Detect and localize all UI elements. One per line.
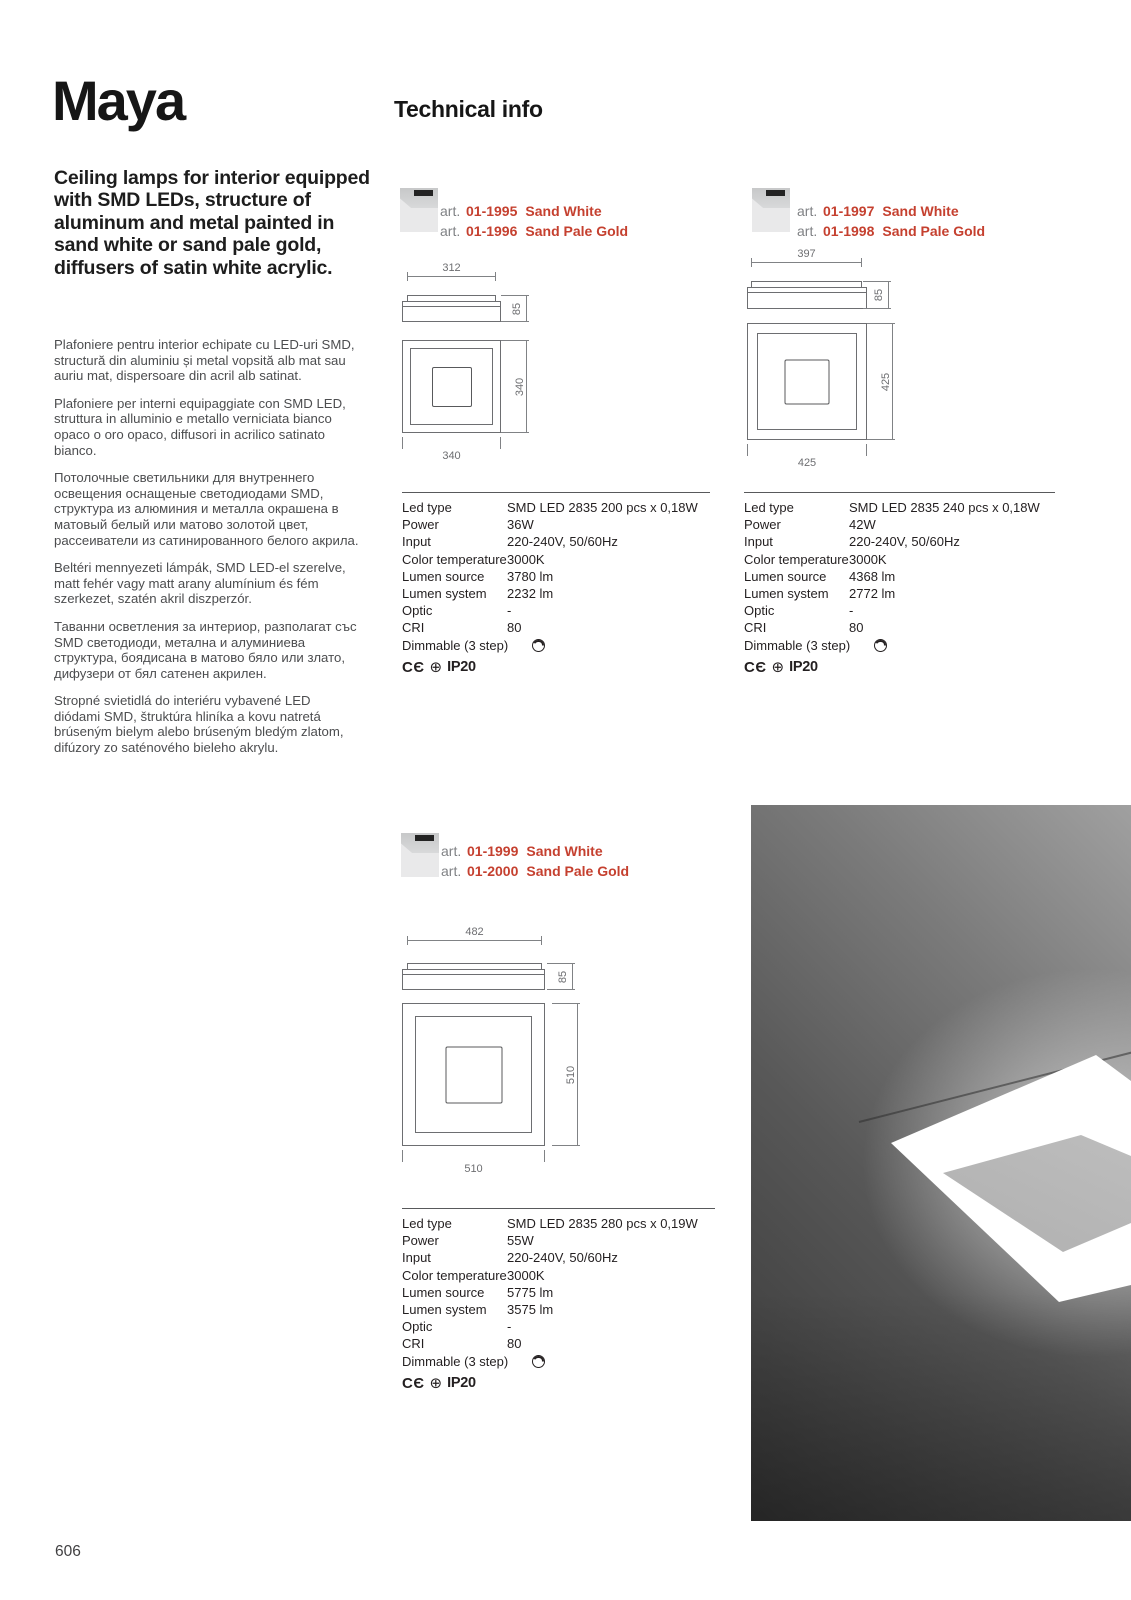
ce-mark-icon: CЄ xyxy=(402,1374,425,1392)
table-rule xyxy=(402,492,710,493)
article-code: 01-1999 xyxy=(467,843,519,859)
spec-row: CRI 80 xyxy=(744,620,864,636)
spec-row: Color temperature 3000K xyxy=(744,551,887,567)
article-row xyxy=(441,863,629,879)
ip-rating: IP20 xyxy=(447,1375,476,1392)
article-code: 01-1998 xyxy=(823,223,875,239)
protection-class-icon: ⊕ xyxy=(429,1374,443,1392)
page-number: 606 xyxy=(55,1543,81,1560)
lamp-slot-mark xyxy=(414,190,434,196)
art-label: art. xyxy=(441,863,462,879)
spec-row: Input 220-240V, 50/60Hz xyxy=(402,1250,618,1266)
translations-block xyxy=(54,337,360,768)
spec-row: Color temperature 3000K xyxy=(402,551,545,567)
front-view-drawing xyxy=(747,323,867,440)
spec-table xyxy=(744,492,1055,676)
center-canopy xyxy=(445,1046,502,1103)
art-label: art. xyxy=(441,843,462,859)
spec-table xyxy=(402,492,710,676)
article-finish: Sand White xyxy=(525,203,602,219)
spec-table xyxy=(402,1208,715,1392)
spec-row: Lumen system 2772 lm xyxy=(744,585,896,601)
lamp-slot-mark xyxy=(766,190,786,196)
spec-row: Optic - xyxy=(744,603,854,619)
translation-ro: Plafoniere pentru interior echipate cu LED-uri SMD, structură din aluminiu și metal vopsită alb mat sau auriu mat, dispersoare din acril alb satinat. xyxy=(54,337,355,384)
article-row xyxy=(441,843,603,859)
ip-rating: IP20 xyxy=(447,659,476,676)
article-code: 01-1995 xyxy=(466,203,518,219)
ce-mark-icon: CЄ xyxy=(402,658,425,676)
center-canopy xyxy=(432,367,472,407)
spec-row: CRI 80 xyxy=(402,620,522,636)
product-thumbnail-icon xyxy=(752,188,790,232)
article-row xyxy=(797,203,959,219)
section-title: Technical info xyxy=(394,96,543,122)
spec-row: Input 220-240V, 50/60Hz xyxy=(402,534,618,550)
product-thumbnail-icon xyxy=(400,188,438,232)
spec-row: Led type SMD LED 2835 200 pcs x 0,18W xyxy=(402,500,698,515)
lamp-slot-mark xyxy=(415,835,435,841)
spec-row: Lumen source 5775 lm xyxy=(402,1284,554,1300)
dimension-height: 85 xyxy=(526,295,527,322)
ce-mark-icon: CЄ xyxy=(744,658,767,676)
article-code: 01-2000 xyxy=(467,863,519,879)
spec-row: Led type SMD LED 2835 280 pcs x 0,19W xyxy=(402,1216,698,1231)
profile-body xyxy=(402,301,501,322)
profile-body xyxy=(747,287,867,309)
catalog-page: Maya Technical info Ceiling lamps for interior equipped with SMD LEDs, structure of aluminum and metal painted in sand white or sand pale gold, diffusers of satin white acrylic. Plafoniere pentru interior echipate cu LED-uri SMD, structură din aluminiu și metal vopsită alb mat sau auriu mat, dispersoare din acril alb satinat. Plafoniere per interni equipaggiate con SMD LED, struttura in alluminio e metallo verniciata bianco opaco o oro opaco, diffusori in acrilico satinato bianco. Потолочные светильники для внутреннего освещения оснащеные светодиодами SMD, структура из алюминия и металла окрашена в матовый белый или матово золотой цвет, рассеиватели из сатинированного белого акрила. Beltéri mennyezeti lámpák, SMD LED-el szerelve, matt fehér vagy matt arany alumínium és fém szerkezet, szatén akril diszperzór. Таванни осветления за интериор, разполагат със SMD светодиоди, метална и алуминиева структура, боядисана в матово бяло или злато, дифузери от бял сатенен акрилен. Stropné svietidlá do interiéru vybavené LED diódami SMD, štruktúra hliníka a kovu natretá brúseným bielym alebo brúseným bledým zlatom, difúzory zo saténového bieleho akrylu. art. 01-1995 Sand White art. 01-1996 Sand Pale Gold 312 85 340 340 Led type SMD LED 2835 200 pcs x 0,18W Power 36W Input 220-240V, 50/60Hz Color temperature 3000K Lumen source 3780 lm Lumen system 2232 lm Optic - CRI 80 Dimmable (3 step) CЄ ⊕ IP20 art. 01-1997 Sand White art. 01-1998 Sand Pale Gold 397 85 425 425 Led type SMD LED 2835 240 pcs x 0,18W Power 42W Input 220-240V, 50/60Hz Color temperature 3000K Lumen source 4368 lm Lumen system 2772 lm Optic - CRI 80 Dimmable (3 step) CЄ ⊕ IP20 art. 01-1999 Sand White art. 01-2000 Sand Pale Gold 482 85 510 510 Led type SMD LED 2835 280 pcs x 0,19W Power 55W Input 220-240V, 50/60Hz Color temperature 3000K Lumen source 5775 lm Lumen system 3575 lm Optic - CRI 80 Dimmable (3 step) CЄ ⊕ IP20 606 xyxy=(0,0,1131,1600)
translation-bg: Таванни осветления за интериор, разполагат със SMD светодиоди, метална и алуминиева структура, боядисана в матово бяло или злато, дифузери от бял сатенен акрилен. xyxy=(54,618,357,681)
article-finish: Sand Pale Gold xyxy=(526,863,630,879)
translation-it: Plafoniere per interni equipaggiate con SMD LED, struttura in alluminio e metallo verniciata bianco opaco o oro opaco, diffusori in acrilico satinato bianco. xyxy=(54,395,346,458)
front-view-drawing xyxy=(402,1003,545,1146)
intro-paragraph-en: Ceiling lamps for interior equipped with SMD LEDs, structure of aluminum and metal painted in sand white or sand pale gold, diffusers of satin white acrylic. xyxy=(54,167,370,279)
spec-row: Color temperature 3000K xyxy=(402,1267,545,1283)
spec-row-dimmable: Dimmable (3 step) xyxy=(402,1353,715,1370)
dimmer-icon xyxy=(532,639,545,652)
article-finish: Sand White xyxy=(526,843,603,859)
spec-row: Input 220-240V, 50/60Hz xyxy=(744,534,960,550)
certifications-row xyxy=(402,659,710,676)
dimension-side: 340 xyxy=(526,340,527,433)
spec-row: Led type SMD LED 2835 240 pcs x 0,18W xyxy=(744,500,1040,515)
dimmer-icon xyxy=(874,639,887,652)
translation-ru: Потолочные светильники для внутреннего освещения оснащеные светодиодами SMD, структура из алюминия и металла окрашена в матовый белый или матово золотой цвет, рассеиватели из сатинированного белого акрила. xyxy=(54,470,359,548)
spec-row: Lumen source 4368 lm xyxy=(744,568,896,584)
center-canopy xyxy=(785,359,830,404)
article-row xyxy=(440,223,628,239)
spec-row: Power 42W xyxy=(744,517,876,533)
spec-row: CRI 80 xyxy=(402,1336,522,1352)
spec-row: Lumen source 3780 lm xyxy=(402,568,554,584)
dimension-height: 85 xyxy=(888,281,889,309)
art-label: art. xyxy=(440,203,461,219)
dimmer-icon xyxy=(532,1355,545,1368)
profile-body xyxy=(402,969,545,990)
translation-sk: Stropné svietidlá do interiéru vybavené LED diódami SMD, štruktúra hliníka a kovu natretá brúseným bielym alebo brúseným bledým zlatom, difúzory zo saténového bieleho akrylu. xyxy=(54,693,344,756)
front-view-drawing xyxy=(402,340,501,433)
spec-row: Optic - xyxy=(402,603,512,619)
translation-hu: Beltéri mennyezeti lámpák, SMD LED-el szerelve, matt fehér vagy matt arany alumínium és fém szerkezet, szatén akril diszperzór. xyxy=(54,560,346,607)
article-code: 01-1997 xyxy=(823,203,875,219)
dimension-top-width: 397 xyxy=(751,247,862,263)
table-rule xyxy=(402,1208,715,1209)
certifications-row xyxy=(402,1375,715,1392)
spec-row: Lumen system 2232 lm xyxy=(402,585,554,601)
article-row xyxy=(440,203,602,219)
art-label: art. xyxy=(797,203,818,219)
art-label: art. xyxy=(440,223,461,239)
spec-row-dimmable: Dimmable (3 step) xyxy=(402,637,710,654)
article-code: 01-1996 xyxy=(466,223,518,239)
spec-row: Power 55W xyxy=(402,1233,534,1249)
product-family-title: Maya xyxy=(52,69,185,132)
dimension-top-width: 482 xyxy=(407,925,542,941)
article-finish: Sand White xyxy=(882,203,959,219)
dimension-height: 85 xyxy=(572,963,573,990)
article-finish: Sand Pale Gold xyxy=(882,223,986,239)
article-finish: Sand Pale Gold xyxy=(525,223,629,239)
protection-class-icon: ⊕ xyxy=(771,658,785,676)
spec-row-dimmable: Dimmable (3 step) xyxy=(744,637,1055,654)
spec-row: Power 36W xyxy=(402,517,534,533)
spec-row: Optic - xyxy=(402,1319,512,1335)
ambient-photo xyxy=(751,805,1131,1521)
ip-rating: IP20 xyxy=(789,659,818,676)
dimension-side: 510 xyxy=(577,1003,578,1146)
dimension-top-width: 312 xyxy=(407,261,496,277)
spec-row: Lumen system 3575 lm xyxy=(402,1301,554,1317)
protection-class-icon: ⊕ xyxy=(429,658,443,676)
dimension-side: 425 xyxy=(892,323,893,440)
product-thumbnail-icon xyxy=(401,833,439,877)
art-label: art. xyxy=(797,223,818,239)
certifications-row xyxy=(744,659,1055,676)
article-row xyxy=(797,223,985,239)
table-rule xyxy=(744,492,1055,493)
